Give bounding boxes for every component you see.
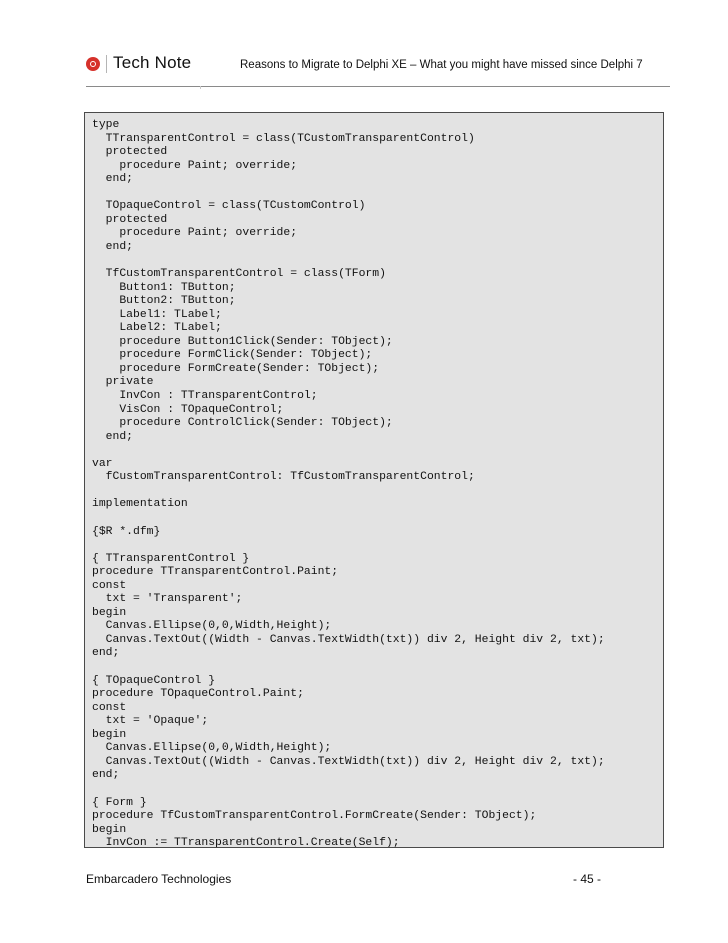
- code-line: procedure Paint; override;: [92, 159, 298, 172]
- code-line: InvCon : TTransparentControl;: [92, 390, 318, 402]
- code-line: end;: [92, 769, 120, 782]
- code-line: procedure FormClick(Sender: TObject);: [92, 349, 373, 362]
- footer-company: Embarcadero Technologies: [86, 872, 232, 886]
- brand-label: Tech Note: [113, 53, 192, 72]
- code-line: Label2: TLabel;: [92, 322, 222, 335]
- header-divider-mark: [200, 86, 201, 89]
- code-line: const: [92, 701, 127, 714]
- code-line: Button1: TButton;: [92, 281, 236, 294]
- embarcadero-logo-icon: [86, 57, 100, 71]
- code-line: procedure TOpaqueControl.Paint;: [92, 688, 304, 701]
- code-line: InvCon := TTransparentControl.Create(Self);: [92, 837, 400, 848]
- code-listing: [84, 112, 664, 848]
- code-line: VisCon : TOpaqueControl;: [92, 403, 284, 416]
- code-line: Canvas.Ellipse(0,0,Width,Height);: [92, 742, 332, 755]
- code-line: procedure FormCreate(Sender: TObject);: [92, 362, 380, 375]
- code-line: { TOpaqueControl }: [92, 674, 216, 687]
- code-line: var: [92, 457, 113, 470]
- code-line: procedure TTransparentControl.Paint;: [92, 566, 339, 579]
- code-line: protected: [92, 146, 168, 159]
- code-line: begin: [92, 606, 127, 619]
- code-line: type: [92, 119, 120, 131]
- code-line: end;: [92, 430, 134, 443]
- code-line: TOpaqueControl = class(TCustomControl): [92, 200, 366, 213]
- code-line: procedure ControlClick(Sender: TObject);: [92, 417, 393, 430]
- code-line: txt = 'Transparent';: [92, 593, 243, 606]
- code-line: end;: [92, 240, 134, 253]
- code-line: protected: [92, 213, 168, 226]
- code-line: procedure Paint; override;: [92, 227, 298, 240]
- code-line: end;: [92, 647, 120, 660]
- code-line: implementation: [92, 498, 188, 511]
- code-line: Label1: TLabel;: [92, 308, 222, 321]
- code-line: end;: [92, 173, 134, 186]
- page-number: - 45 -: [573, 872, 602, 886]
- code-line: Canvas.Ellipse(0,0,Width,Height);: [92, 620, 332, 633]
- code-line: TfCustomTransparentControl = class(TForm): [92, 268, 386, 281]
- header-divider: [86, 86, 670, 87]
- code-line: Canvas.TextOut((Width - Canvas.TextWidth(txt)) div 2, Height div 2, txt);: [92, 633, 605, 646]
- code-line: { TTransparentControl }: [92, 552, 250, 565]
- code-line: Button2: TButton;: [92, 295, 236, 308]
- document-title: Reasons to Migrate to Delphi XE – What you might have missed since Delphi 7: [240, 59, 643, 71]
- page-header: [0, 0, 728, 90]
- code-line: txt = 'Opaque';: [92, 715, 209, 728]
- logo-divider: [106, 55, 107, 73]
- code-line: TTransparentControl = class(TCustomTransparentControl): [92, 132, 475, 145]
- code-line: procedure Button1Click(Sender: TObject);: [92, 335, 393, 348]
- code-line: begin: [92, 728, 127, 741]
- code-line: procedure TfCustomTransparentControl.FormCreate(Sender: TObject);: [92, 810, 537, 823]
- code-line: {$R *.dfm}: [92, 525, 161, 538]
- code-line: private: [92, 376, 154, 389]
- code-line: const: [92, 579, 127, 592]
- code-line: { Form }: [92, 796, 147, 809]
- code-line: fCustomTransparentControl: TfCustomTransparentControl;: [92, 471, 475, 484]
- code-line: Canvas.TextOut((Width - Canvas.TextWidth(txt)) div 2, Height div 2, txt);: [92, 755, 605, 768]
- code-line: begin: [92, 823, 127, 836]
